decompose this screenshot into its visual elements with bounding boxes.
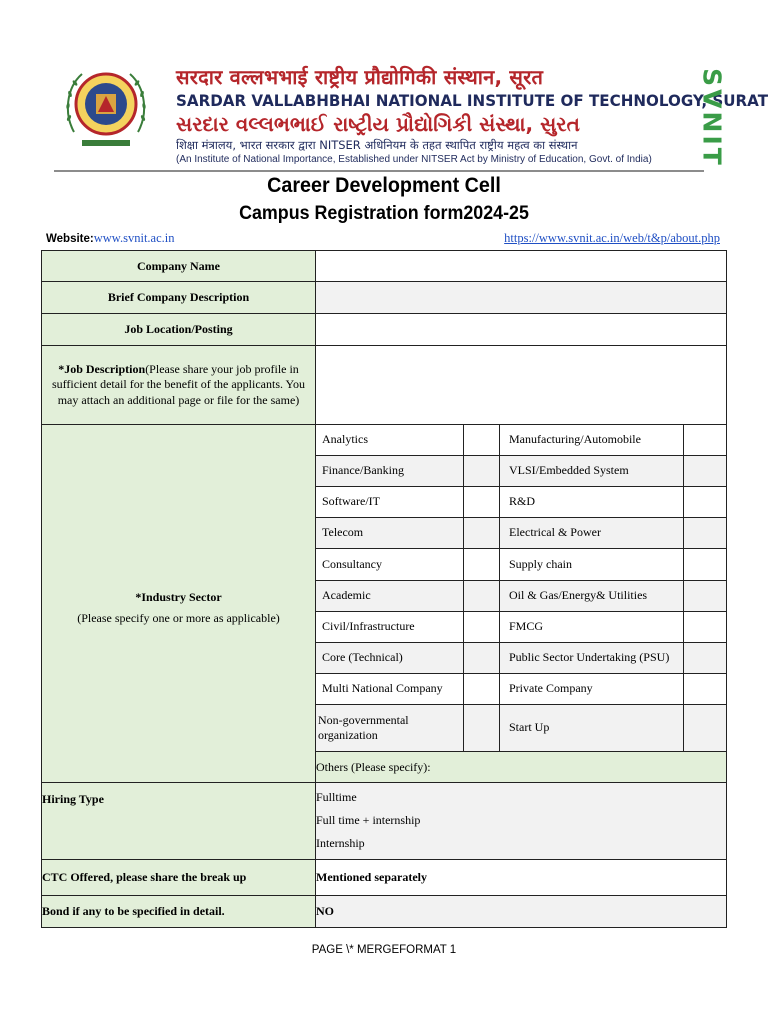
brief-description-field[interactable] <box>315 281 727 314</box>
banner-divider <box>54 170 704 172</box>
sector-label: Telecom <box>322 525 364 540</box>
sector-label: FMCG <box>509 619 544 634</box>
sector-label-cell <box>499 517 684 549</box>
sector-label-cell <box>499 673 684 705</box>
sector-checkbox[interactable] <box>683 642 727 674</box>
company-name-field[interactable] <box>315 250 727 282</box>
page-title: Career Development Cell <box>267 174 501 197</box>
sector-label: Start Up <box>509 720 550 735</box>
website-link[interactable]: www.svnit.ac.in <box>93 231 175 245</box>
sector-checkbox[interactable] <box>463 548 500 581</box>
sector-checkbox[interactable] <box>463 673 500 705</box>
hiring-type-label: Hiring Type <box>41 782 316 860</box>
sector-label-cell <box>315 455 464 487</box>
sector-label-cell <box>499 704 684 752</box>
bond-label: Bond if any to be specified in detail. <box>41 895 316 928</box>
hiring-option-fulltime[interactable]: Fulltime <box>316 790 357 804</box>
sector-label: Consultancy <box>322 556 382 571</box>
page-subtitle: Campus Registration form2024-25 <box>239 203 529 224</box>
sector-checkbox[interactable] <box>683 424 727 456</box>
sector-label-cell <box>499 486 684 518</box>
svnit-logo-text: SVNIT <box>697 68 727 168</box>
job-location-field[interactable] <box>315 313 727 346</box>
bond-value[interactable]: NO <box>315 895 727 928</box>
sector-label-cell <box>499 424 684 456</box>
industry-sector-label <box>41 424 316 783</box>
sector-label-cell <box>315 580 464 612</box>
job-description-label <box>41 345 316 425</box>
institute-name-english: SARDAR VALLABHBHAI NATIONAL INSTITUTE OF TECHNOLOGY, SURAT <box>176 91 768 110</box>
institute-tagline-hindi: शिक्षा मंत्रालय, भारत सरकार द्वारा NITSER अधिनियम के तहत स्थापित राष्ट्रीय महत्व का संस्थान <box>176 138 578 152</box>
sector-checkbox[interactable] <box>683 517 727 549</box>
sector-checkbox[interactable] <box>463 424 500 456</box>
sector-label-cell <box>315 704 464 752</box>
job-description-note: (Please share your job profile in sufficient detail for the benefit of the applicants. You may attach an additional page or file for the same) <box>51 361 306 407</box>
company-name-label: Company Name <box>41 250 316 282</box>
hiring-option-fulltime-internship[interactable]: Full time + internship <box>316 813 421 827</box>
sector-label: Civil/Infrastructure <box>322 619 415 634</box>
ctc-label: CTC Offered, please share the break up <box>41 859 316 896</box>
sector-label: Electrical & Power <box>509 525 601 540</box>
institute-banner <box>44 44 768 172</box>
svnit-vertical-logo <box>697 68 727 168</box>
sector-checkbox[interactable] <box>683 611 727 643</box>
sector-label-cell <box>315 611 464 643</box>
page-footer: PAGE \* MERGEFORMAT 1 <box>311 944 457 956</box>
sector-label: Finance/Banking <box>322 463 404 478</box>
sector-checkbox[interactable] <box>463 704 500 752</box>
sector-checkbox[interactable] <box>463 517 500 549</box>
sector-checkbox[interactable] <box>463 455 500 487</box>
sector-checkbox[interactable] <box>683 548 727 581</box>
sector-label: Core (Technical) <box>322 650 403 665</box>
sector-label: VLSI/Embedded System <box>509 463 629 478</box>
sector-label-cell <box>499 642 684 674</box>
website-line <box>46 231 175 246</box>
sector-label-cell <box>499 455 684 487</box>
sector-label: Academic <box>322 588 371 603</box>
sector-checkbox[interactable] <box>463 486 500 518</box>
sector-label: R&D <box>509 494 536 509</box>
sector-label: Public Sector Undertaking (PSU) <box>509 650 670 665</box>
brief-description-label: Brief Company Description <box>41 281 316 314</box>
sector-checkbox[interactable] <box>683 455 727 487</box>
sector-label-cell <box>499 580 684 612</box>
sector-label-cell <box>499 548 684 581</box>
sector-checkbox[interactable] <box>463 611 500 643</box>
hiring-option-internship[interactable]: Internship <box>316 836 365 850</box>
sector-label: Manufacturing/Automobile <box>509 432 641 447</box>
industry-sector-title: *Industry Sector <box>135 589 222 604</box>
sector-label: Multi National Company <box>322 681 443 696</box>
institute-name-hindi: सरदार वल्लभभाई राष्ट्रीय प्रौद्योगिकी संस्थान, सूरत <box>176 65 544 89</box>
sector-checkbox[interactable] <box>683 704 727 752</box>
sector-label: Non-governmental organization <box>318 712 409 742</box>
sector-label-cell <box>315 517 464 549</box>
others-field[interactable] <box>315 751 727 783</box>
job-description-field[interactable] <box>315 345 727 425</box>
sector-label: Analytics <box>322 432 368 447</box>
sector-label-cell <box>499 611 684 643</box>
sector-label-cell <box>315 486 464 518</box>
sector-label-cell <box>315 424 464 456</box>
sector-label: Supply chain <box>509 556 572 571</box>
sector-checkbox[interactable] <box>463 642 500 674</box>
industry-sector-note: (Please specify one or more as applicable) <box>77 610 280 625</box>
tp-page-link[interactable]: https://www.svnit.ac.in/web/t&p/about.php <box>504 231 720 245</box>
sector-checkbox[interactable] <box>683 486 727 518</box>
sector-checkbox[interactable] <box>683 673 727 705</box>
job-location-label: Job Location/Posting <box>41 313 316 346</box>
hiring-type-options <box>315 782 727 860</box>
website-label: Website: <box>46 233 94 245</box>
institute-tagline-english: (An Institute of National Importance, Established under NITSER Act by Ministry of Education, Govt. of India) <box>176 154 652 165</box>
ctc-value[interactable]: Mentioned separately <box>315 859 727 896</box>
institute-name-gujarati: સરદાર વલ્લભભાઈ રાષ્ટ્રીય પ્રૌદ્યોગિકી સંસ્થા, સુરત <box>176 112 580 136</box>
sector-label-cell <box>315 673 464 705</box>
sector-checkbox[interactable] <box>683 580 727 612</box>
job-description-title: *Job Description <box>58 361 146 376</box>
institute-emblem-logo <box>60 62 152 154</box>
sector-label: Oil & Gas/Energy& Utilities <box>509 588 648 603</box>
others-label: Others (Please specify): <box>316 759 431 774</box>
sector-checkbox[interactable] <box>463 580 500 612</box>
sector-label-cell <box>315 548 464 581</box>
sector-label-cell <box>315 642 464 674</box>
sector-label: Software/IT <box>322 494 380 509</box>
sector-label: Private Company <box>509 681 593 696</box>
